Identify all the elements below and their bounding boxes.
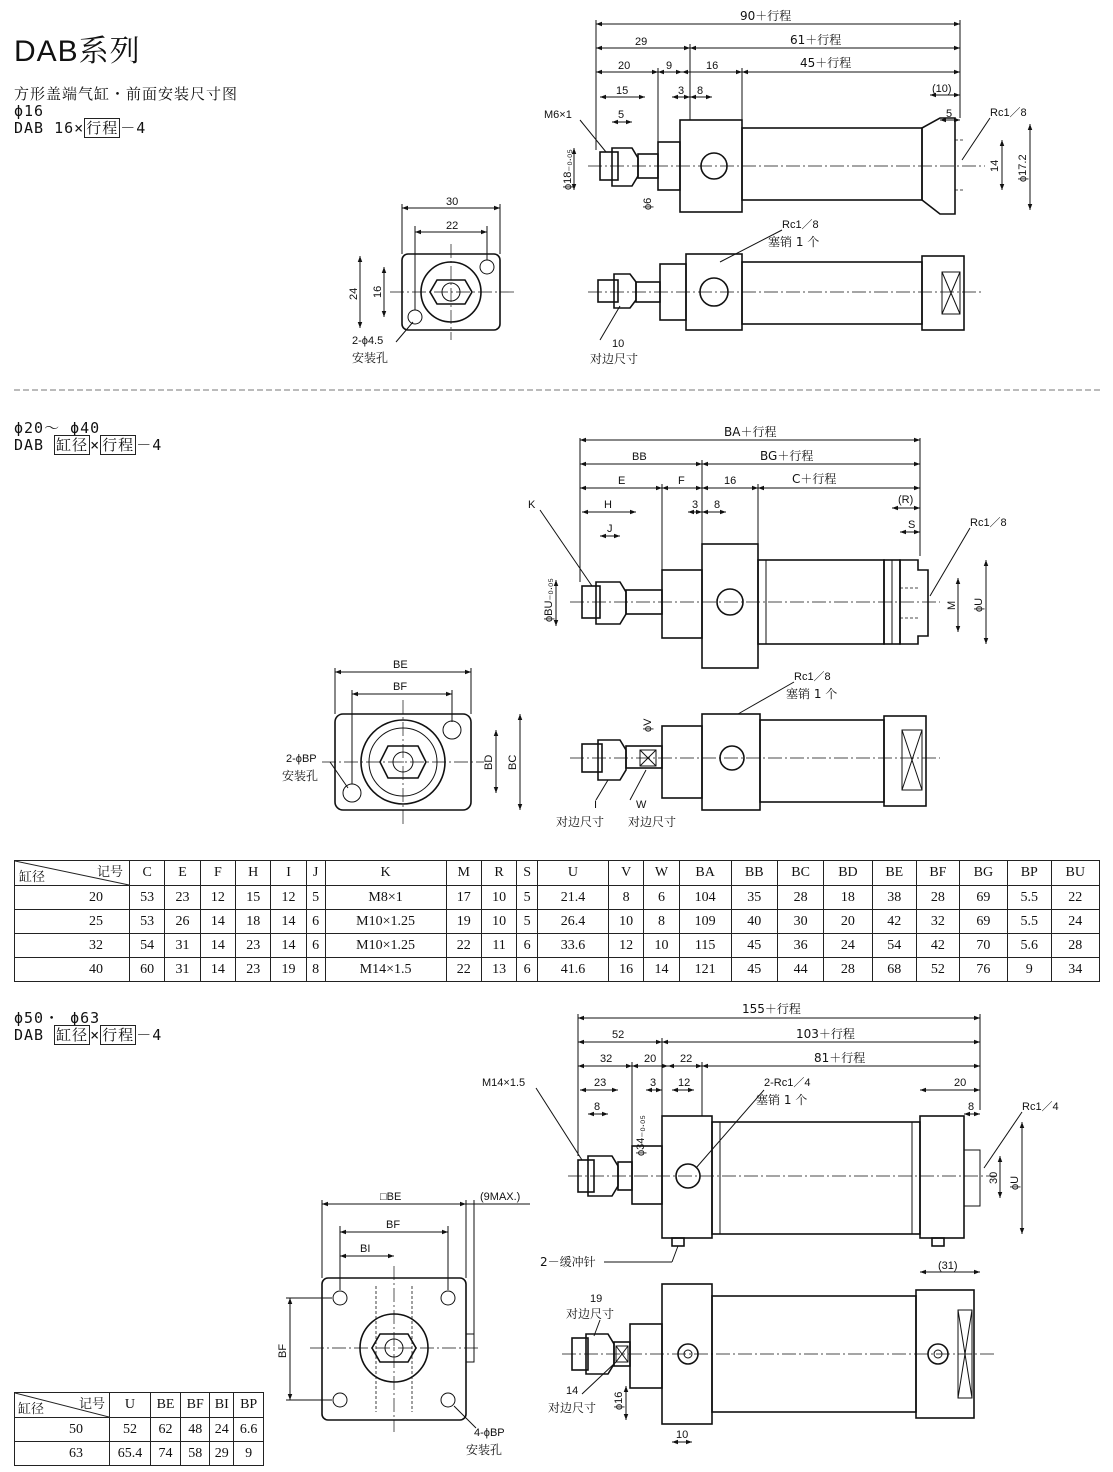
s1-dim-h24: 24 xyxy=(348,287,360,300)
s1-dim-20: 20 xyxy=(618,60,631,72)
s2-dim-flat-w: 对边尺寸 xyxy=(628,815,677,829)
s2-dim-rc: Rc1／8 xyxy=(970,517,1007,529)
table-cell: 5.5 xyxy=(1007,910,1051,934)
s2-dim-8: 8 xyxy=(714,499,721,511)
s3-dim-phi34: ϕ34₋₀.₀₅ xyxy=(635,1115,647,1156)
s1-top-view xyxy=(588,218,982,366)
model-box-stroke: 行程 xyxy=(102,436,135,454)
table-cell: 24 xyxy=(210,1418,234,1442)
table-cell: 52 xyxy=(110,1418,151,1442)
table-cell: 12 xyxy=(608,934,643,958)
s2-dim-16: 16 xyxy=(724,475,737,487)
s3-barrel xyxy=(712,1122,920,1234)
table-cell: 15 xyxy=(236,886,271,910)
col-header: R xyxy=(481,861,516,886)
table-cell: 5.5 xyxy=(1007,886,1051,910)
table-cell: 54 xyxy=(130,934,165,958)
table-cell: 30 xyxy=(777,910,823,934)
row-bore-cell: 20 xyxy=(15,886,130,910)
table-cell: M14×1.5 xyxy=(325,958,446,982)
s3-dim-cushion: 2－缓冲针 xyxy=(540,1255,596,1269)
s2-dim-e: E xyxy=(618,475,626,487)
s3-dim-u: ϕU xyxy=(1009,1175,1021,1190)
table-cell: 5 xyxy=(517,910,538,934)
s2-mount-hole xyxy=(443,721,461,739)
table-cell: 20 xyxy=(824,910,872,934)
model-prefix: DAB xyxy=(14,1026,55,1044)
table-cell: 69 xyxy=(959,910,1007,934)
col-header: BE xyxy=(150,1393,180,1418)
table-cell: 104 xyxy=(679,886,731,910)
table-cell: 65.4 xyxy=(110,1442,151,1466)
table-row xyxy=(15,1418,264,1442)
s1-top-endcap xyxy=(922,256,964,330)
table-cell: 76 xyxy=(959,958,1007,982)
s1-dim-flat: 10 xyxy=(612,338,625,350)
table-cell: 28 xyxy=(777,886,823,910)
s3-top-view xyxy=(548,1284,996,1442)
s1-dim-8: 8 xyxy=(697,85,704,97)
table-cell: 54 xyxy=(872,934,917,958)
s3-end-cap xyxy=(920,1116,964,1238)
table-cell: 9 xyxy=(1007,958,1051,982)
s3-dim-12: 12 xyxy=(678,1077,691,1089)
s2-dim-3: 3 xyxy=(692,499,699,511)
table-cell: 22 xyxy=(446,958,481,982)
s3-side-view xyxy=(482,1002,1059,1272)
s1-dim-flat-label: 对边尺寸 xyxy=(590,352,639,366)
s3-mount-hole xyxy=(441,1291,455,1305)
s2-dim-u: ϕU xyxy=(973,597,985,612)
table-cell: 24 xyxy=(1051,910,1099,934)
table-cell: 41.6 xyxy=(537,958,608,982)
s3-dim-flat-label2: 对边尺寸 xyxy=(548,1401,597,1415)
page-title: DAB系列 xyxy=(14,35,141,68)
s2-top-block xyxy=(702,714,760,810)
s3-dim-total: 155＋行程 xyxy=(742,1002,801,1016)
s3-dim-max: (9MAX.) xyxy=(480,1191,521,1203)
col-header: I xyxy=(271,861,306,886)
s2-dim-r: (R) xyxy=(898,494,914,506)
model-prefix: DAB xyxy=(14,436,55,454)
s3-dim-phi16: ϕ16 xyxy=(613,1391,625,1410)
s3-dim-10: 10 xyxy=(676,1429,689,1441)
row-bore-cell: 40 xyxy=(15,958,130,982)
col-header: BB xyxy=(731,861,777,886)
s2-dim-bp-label: 安装孔 xyxy=(282,769,319,783)
s2-mount-hole xyxy=(343,784,361,802)
s2-front-block xyxy=(702,544,758,668)
table-cell: M10×1.25 xyxy=(325,934,446,958)
s1-mount-hole xyxy=(408,310,422,324)
s2-front-view xyxy=(282,659,520,824)
table-cell: 14 xyxy=(644,958,679,982)
table-cell: 23 xyxy=(236,958,271,982)
table-cell: 17 xyxy=(446,886,481,910)
s1-dim-9: 9 xyxy=(666,60,673,72)
s1-dim-plug: 塞销 1 个 xyxy=(768,235,820,249)
model-mid: × xyxy=(90,1026,101,1044)
table-cell: 14 xyxy=(200,934,235,958)
s1-dim-hole-label: 安装孔 xyxy=(352,351,389,365)
corner-label-top: 记号 xyxy=(96,865,123,880)
s3-dim-bi: BI xyxy=(360,1243,371,1255)
s3-dim-103: 103＋行程 xyxy=(796,1027,855,1041)
col-header: BC xyxy=(777,861,823,886)
s1-dim-m6: M6×1 xyxy=(544,109,572,121)
s2-dim-bp: 2-ϕBP xyxy=(286,753,317,765)
s2-dim-bd: BD xyxy=(483,754,495,770)
s2-side-view xyxy=(528,425,1007,668)
table-cell: 6 xyxy=(306,934,325,958)
s1-dim-phi6: ϕ6 xyxy=(642,197,654,210)
s3-dim-30: 30 xyxy=(988,1171,1000,1184)
table-cell: 10 xyxy=(481,910,516,934)
s1-top-rod-thread xyxy=(598,280,618,302)
col-header: U xyxy=(537,861,608,886)
s2-dim-s: S xyxy=(908,519,916,531)
table-cell: 13 xyxy=(481,958,516,982)
s1-barrel xyxy=(742,128,922,200)
s1-dim-rc: Rc1／8 xyxy=(990,107,1027,119)
col-header: F xyxy=(200,861,235,886)
s3-dim-rc: Rc1／4 xyxy=(1022,1101,1059,1113)
s1-dim-5: 5 xyxy=(618,109,625,121)
table-row xyxy=(15,958,1100,982)
table-cell: 68 xyxy=(872,958,917,982)
table-cell: 6 xyxy=(306,910,325,934)
s1-dim-3: 3 xyxy=(678,85,685,97)
table-cell: 53 xyxy=(130,886,165,910)
s1-mount-hole xyxy=(480,260,494,274)
model-suffix: －4 xyxy=(136,1026,163,1044)
s3-table-body xyxy=(15,1418,264,1466)
table-cell: 42 xyxy=(872,910,917,934)
col-header: M xyxy=(446,861,481,886)
s3-dim-23: 23 xyxy=(594,1077,607,1089)
col-header: BD xyxy=(824,861,872,886)
table-cell: 5 xyxy=(517,886,538,910)
section2-bore: ϕ20～ ϕ40 xyxy=(14,419,101,437)
col-header: V xyxy=(608,861,643,886)
s2-dim-w: W xyxy=(636,799,647,811)
col-header: E xyxy=(165,861,200,886)
s3-dim-20: 20 xyxy=(644,1053,657,1065)
table-cell: 18 xyxy=(824,886,872,910)
s1-dim-61: 61＋行程 xyxy=(790,33,842,47)
col-header: C xyxy=(130,861,165,886)
s3-dim-52: 52 xyxy=(612,1029,625,1041)
col-header: BP xyxy=(234,1393,264,1418)
model-box-bore: 缸径 xyxy=(56,1026,89,1044)
table-cell: 26.4 xyxy=(537,910,608,934)
model-suffix: －4 xyxy=(120,119,147,137)
table-cell: M8×1 xyxy=(325,886,446,910)
row-bore-cell: 50 xyxy=(15,1418,110,1442)
col-header: BF xyxy=(917,861,960,886)
model-box-stroke: 行程 xyxy=(102,1026,135,1044)
table-cell: 36 xyxy=(777,934,823,958)
s3-dim-bf2: BF xyxy=(277,1343,289,1358)
table-cell: 62 xyxy=(150,1418,180,1442)
table-cell: 28 xyxy=(917,886,960,910)
s2-spec-table xyxy=(14,860,1100,982)
col-header: BI xyxy=(210,1393,234,1418)
s3-dim-r31: (31) xyxy=(938,1260,958,1272)
s2-dim-bb: BB xyxy=(632,451,647,463)
table-cell: 121 xyxy=(679,958,731,982)
table-cell: 42 xyxy=(917,934,960,958)
table-cell: 52 xyxy=(917,958,960,982)
table-cell: 9 xyxy=(234,1442,264,1466)
col-header: BP xyxy=(1007,861,1051,886)
table-cell: 21.4 xyxy=(537,886,608,910)
s3-dim-bf: BF xyxy=(386,1219,401,1231)
table-cell: 23 xyxy=(165,886,200,910)
table-cell: 8 xyxy=(608,886,643,910)
table-cell: 45 xyxy=(731,934,777,958)
s1-dim-15: 15 xyxy=(616,85,629,97)
s1-dim-total: 90＋行程 xyxy=(740,9,792,23)
corner-label-top: 记号 xyxy=(78,1397,105,1412)
row-bore-cell: 63 xyxy=(15,1442,110,1466)
s3-dim-flat14: 14 xyxy=(566,1385,579,1397)
table-cell: 8 xyxy=(644,910,679,934)
model-box-bore: 缸径 xyxy=(56,436,89,454)
model-box-stroke: 行程 xyxy=(86,119,119,137)
table-cell: 14 xyxy=(271,934,306,958)
col-header: S xyxy=(517,861,538,886)
table-cell: 40 xyxy=(731,910,777,934)
s2-dim-bu: ϕBU₋₀.₀₅ xyxy=(543,578,555,622)
s1-side-view xyxy=(544,9,1030,214)
table-cell: 5.6 xyxy=(1007,934,1051,958)
table-cell: 31 xyxy=(165,958,200,982)
model-suffix: －4 xyxy=(136,436,163,454)
s2-dim-rc2: Rc1／8 xyxy=(794,671,831,683)
row-bore-cell: 32 xyxy=(15,934,130,958)
table-cell: 12 xyxy=(271,886,306,910)
table-cell: 31 xyxy=(165,934,200,958)
table-cell: 44 xyxy=(777,958,823,982)
table-cell: 28 xyxy=(1051,934,1099,958)
s1-dim-r10: (10) xyxy=(932,83,952,95)
s3-dim-22: 22 xyxy=(680,1053,693,1065)
table-cell: 22 xyxy=(1051,886,1099,910)
table-cell: 14 xyxy=(200,958,235,982)
s1-dim-29: 29 xyxy=(635,36,648,48)
s3-dim-3: 3 xyxy=(650,1077,657,1089)
table-cell: 33.6 xyxy=(537,934,608,958)
col-header: U xyxy=(110,1393,151,1418)
s2-dim-plug: 塞销 1 个 xyxy=(786,687,838,701)
table-cell: 11 xyxy=(481,934,516,958)
table-cell: 16 xyxy=(608,958,643,982)
table-cell: 23 xyxy=(236,934,271,958)
table-cell: 28 xyxy=(824,958,872,982)
corner-label-bottom: 缸径 xyxy=(19,870,46,885)
table-header-row xyxy=(15,1393,264,1418)
table-cell: 38 xyxy=(872,886,917,910)
s1-dim-w30: 30 xyxy=(446,196,459,208)
table-cell: 14 xyxy=(271,910,306,934)
s1-dim-45: 45＋行程 xyxy=(800,56,852,70)
corner-label-bottom: 缸径 xyxy=(18,1402,45,1417)
s1-dim-r5: 5 xyxy=(946,108,953,120)
s2-dim-i: I xyxy=(594,799,598,811)
s2-head-boss xyxy=(662,570,702,638)
s1-dim-rc2: Rc1／8 xyxy=(782,219,819,231)
table-cell: 24 xyxy=(824,934,872,958)
table-cell: 5 xyxy=(306,886,325,910)
s3-front-block xyxy=(662,1116,712,1238)
s3-top-head xyxy=(630,1324,662,1388)
table-cell: 60 xyxy=(130,958,165,982)
s2-dim-h: H xyxy=(604,499,612,511)
table-cell: 6 xyxy=(517,934,538,958)
table-cell: 53 xyxy=(130,910,165,934)
s1-dim-h16: 16 xyxy=(372,285,384,298)
s3-dim-m14: M14×1.5 xyxy=(482,1077,526,1089)
s2-dim-be: BE xyxy=(393,659,408,671)
s2-dim-bg: BG＋行程 xyxy=(760,449,814,463)
table-cell: 58 xyxy=(181,1442,210,1466)
s1-front-view xyxy=(348,196,514,365)
table-cell: 32 xyxy=(917,910,960,934)
table-cell: 19 xyxy=(446,910,481,934)
col-header: J xyxy=(306,861,325,886)
table-cell: 26 xyxy=(165,910,200,934)
table-cell: 109 xyxy=(679,910,731,934)
s1-dim-w22: 22 xyxy=(446,220,459,232)
table-cell: 12 xyxy=(200,886,235,910)
s2-dim-v: ϕV xyxy=(642,718,654,732)
col-header: BG xyxy=(959,861,1007,886)
s3-mount-hole xyxy=(333,1393,347,1407)
s3-cushion-needle xyxy=(932,1238,944,1246)
s2-dim-m: M xyxy=(946,600,958,610)
table-cell: 35 xyxy=(731,886,777,910)
section3-bore: ϕ50・ ϕ63 xyxy=(14,1009,101,1027)
s1-dim-phi18: ϕ18₋₀.₀₅ xyxy=(562,149,574,190)
table-cell: 29 xyxy=(210,1442,234,1466)
s3-dim-81: 81＋行程 xyxy=(814,1051,866,1065)
row-bore-cell: 25 xyxy=(15,910,130,934)
table-cell: 14 xyxy=(200,910,235,934)
s3-dim-bp-label: 安装孔 xyxy=(466,1443,503,1457)
table-row xyxy=(15,934,1100,958)
s2-top-view xyxy=(556,670,940,829)
table-cell: 10 xyxy=(481,886,516,910)
table-cell: 69 xyxy=(959,886,1007,910)
s3-mount-hole xyxy=(333,1291,347,1305)
model-mid: × xyxy=(90,436,101,454)
s3-dim-plug: 塞销 1 个 xyxy=(756,1093,808,1107)
s2-top-head xyxy=(662,726,702,798)
table-row xyxy=(15,1442,264,1466)
table-cell: 48 xyxy=(181,1418,210,1442)
table-cell: 74 xyxy=(150,1442,180,1466)
s3-spec-table xyxy=(14,1392,264,1466)
s3-cushion-needle xyxy=(672,1238,684,1246)
section1-subtitle: 方形盖端气缸・前面安装尺寸图 xyxy=(14,85,239,103)
s1-dim-phi172: ϕ17.2 xyxy=(1017,154,1029,182)
s3-dim-32: 32 xyxy=(600,1053,613,1065)
table-corner xyxy=(15,1393,110,1418)
table-cell: 6 xyxy=(644,886,679,910)
s2-top-barrel xyxy=(760,720,884,802)
s2-top-rod xyxy=(626,746,662,768)
section1-bore: ϕ16 xyxy=(14,102,45,120)
s3-front-view xyxy=(277,1191,530,1457)
s2-dim-bc: BC xyxy=(507,754,519,770)
s3-mount-hole xyxy=(441,1393,455,1407)
s2-table-body xyxy=(15,886,1100,982)
table-cell: 8 xyxy=(306,958,325,982)
col-header: BA xyxy=(679,861,731,886)
s2-dim-j: J xyxy=(607,523,613,535)
table-cell: 45 xyxy=(731,958,777,982)
col-header: K xyxy=(325,861,446,886)
table-row xyxy=(15,886,1100,910)
s3-dim-flat-label: 对边尺寸 xyxy=(566,1307,615,1321)
s3-dim-be: □BE xyxy=(380,1191,402,1203)
col-header: BE xyxy=(872,861,917,886)
col-header: BF xyxy=(181,1393,210,1418)
s3-dim-8b: 8 xyxy=(968,1101,975,1113)
s3-dim-flat19: 19 xyxy=(590,1293,603,1305)
table-header-row xyxy=(15,861,1100,886)
s3-dim-8: 8 xyxy=(594,1101,601,1113)
col-header: BU xyxy=(1051,861,1099,886)
table-cell: 6.6 xyxy=(234,1418,264,1442)
table-cell: 18 xyxy=(236,910,271,934)
col-header: W xyxy=(644,861,679,886)
table-cell: 34 xyxy=(1051,958,1099,982)
s1-dim-14: 14 xyxy=(989,159,1001,172)
s2-dim-k: K xyxy=(528,499,536,511)
s3-dim-bp: 4-ϕBP xyxy=(474,1427,505,1439)
table-cell: 19 xyxy=(271,958,306,982)
table-cell: 22 xyxy=(446,934,481,958)
table-cell: 6 xyxy=(517,958,538,982)
s2-dim-flat-i: 对边尺寸 xyxy=(556,815,605,829)
table-cell: M10×1.25 xyxy=(325,910,446,934)
s3-dim-20b: 20 xyxy=(954,1077,967,1089)
table-corner xyxy=(15,861,130,886)
s1-dim-hole: 2-ϕ4.5 xyxy=(352,335,384,347)
s1-dim-16: 16 xyxy=(706,60,719,72)
s3-dim-rc2: 2-Rc1／4 xyxy=(764,1077,811,1089)
s2-dim-c: C＋行程 xyxy=(792,472,837,486)
table-cell: 10 xyxy=(644,934,679,958)
table-cell: 115 xyxy=(679,934,731,958)
col-header: H xyxy=(236,861,271,886)
s1-top-barrel xyxy=(742,262,922,324)
table-cell: 10 xyxy=(608,910,643,934)
table-cell: 70 xyxy=(959,934,1007,958)
s2-dim-f: F xyxy=(678,475,685,487)
table-row xyxy=(15,910,1100,934)
s2-dim-bf: BF xyxy=(393,681,408,693)
model-prefix: DAB 16× xyxy=(14,119,85,137)
s2-dim-ba: BA＋行程 xyxy=(724,425,777,439)
